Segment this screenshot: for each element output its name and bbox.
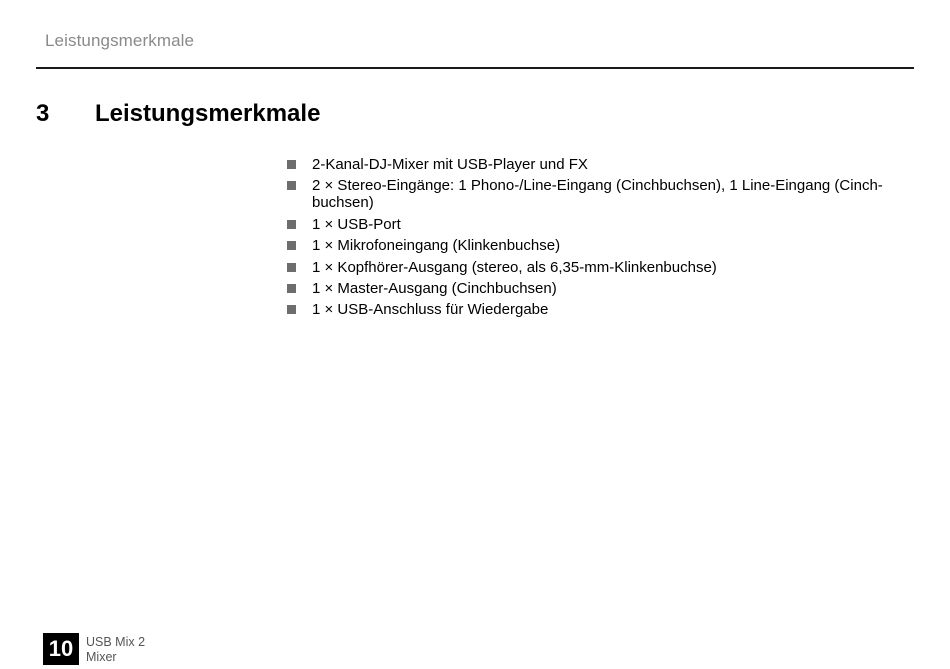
feature-list — [287, 156, 887, 323]
feature-item — [287, 301, 887, 318]
feature-item — [287, 237, 887, 254]
feature-text: 1 × Mikrofoneingang (Klinkenbuchse) — [312, 237, 561, 255]
feature-text: 1 × USB-Port — [312, 215, 401, 233]
running-header: Leistungsmerkmale — [45, 31, 195, 50]
feature-item — [287, 280, 887, 297]
feature-item — [287, 177, 887, 211]
feature-text: 2 × Stereo-Eingänge: 1 Phono-/Line-Eingang (Cinchbuchsen), 1 Line-Eingang (Cinch-buchsen) — [312, 177, 883, 212]
feature-text: 1 × USB-Anschluss für Wiedergabe — [312, 301, 549, 319]
footer-product-info — [86, 635, 145, 664]
feature-text: 1 × Kopfhörer-Ausgang (stereo, als 6,35-mm-Klinkenbuchse) — [312, 258, 717, 276]
feature-text: 1 × Master-Ausgang (Cinchbuchsen) — [312, 279, 557, 297]
footer-product-type: Mixer — [86, 649, 117, 664]
chapter-title: Leistungsmerkmale — [95, 100, 321, 127]
chapter-number: 3 — [36, 100, 50, 127]
square-bullet-icon — [287, 181, 296, 190]
feature-text: 2-Kanal-DJ-Mixer mit USB-Player und FX — [312, 156, 588, 173]
square-bullet-icon — [287, 241, 296, 250]
page-number: 10 — [43, 633, 79, 665]
square-bullet-icon — [287, 305, 296, 314]
header-divider — [36, 67, 914, 69]
feature-item — [287, 259, 887, 276]
square-bullet-icon — [287, 284, 296, 293]
footer-product-name: USB Mix 2 — [86, 635, 146, 649]
feature-item — [287, 156, 887, 173]
square-bullet-icon — [287, 160, 296, 169]
square-bullet-icon — [287, 263, 296, 272]
square-bullet-icon — [287, 220, 296, 229]
feature-item — [287, 216, 887, 233]
